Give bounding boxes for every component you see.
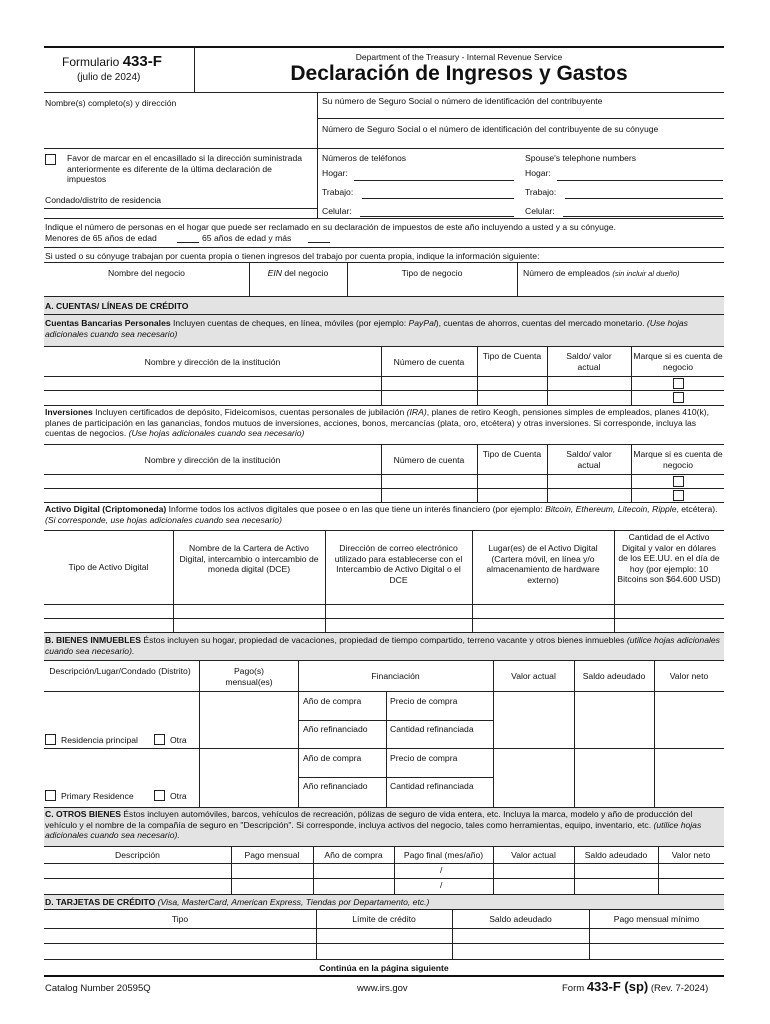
purchase-price-label: Precio de compra [390, 696, 458, 706]
inv-business-checkbox[interactable] [673, 476, 684, 487]
cards-col-type: Tipo [171, 914, 189, 924]
section-b-text: B. BIENES INMUEBLES Éstos incluyen su hogar, propiedad de vacaciones, propiedad de tiempo compartido, terreno vacante y otros bienes inmuebles (utilice hojas adicionales cuando sea necesario). [45, 635, 720, 656]
other-residence-checkbox[interactable] [154, 790, 165, 801]
realestate-col-payment: Pago(s) mensual(es) [225, 666, 273, 687]
over65-field[interactable] [308, 242, 330, 243]
self-employment-text: Si usted o su cónyuge trabajan por cuenta propia o tienen ingresos del trabajo por cuenta propia, indique la información siguiente: [45, 251, 540, 261]
spouse-ssn-label: Número de Seguro Social o el número de identificación del contribuyente de su cónyuge [322, 124, 659, 134]
other-col-net: Valor neto [671, 850, 711, 860]
realestate-col-desc: Descripción/Lugar/Condado (Distrito) [49, 666, 191, 676]
section-a-title: A. CUENTAS/ LÍNEAS DE CRÉDITO [45, 301, 189, 311]
section-d-title: D. TARJETAS DE CRÉDITO (Visa, MasterCard, American Express, Tiendas por Departamento, etc.) [45, 897, 430, 907]
spouse-cell-label: Celular: [525, 206, 555, 216]
other-col-value: Valor actual [511, 850, 556, 860]
continue-note: Continúa en la página siguiente [319, 963, 449, 973]
spouse-phones-title: Spouse's telephone numbers [525, 153, 637, 163]
refinance-amount-label: Cantidad refinanciada [390, 724, 474, 734]
bank-col-business: Marque si es cuenta de negocio [633, 351, 723, 372]
business-type-label: Tipo de negocio [401, 268, 463, 278]
under65-field[interactable] [177, 242, 199, 243]
county-label: Condado/distrito de residencia [45, 195, 162, 205]
refinance-amount-label: Cantidad refinanciada [390, 781, 474, 791]
other-col-payment: Pago mensual [244, 850, 300, 860]
digital-col-amount: Cantidad de el Activo Digital y valor en dólares de los EE.UU. en el día de hoy (por ejemplo: 10 Bitcoins son $64.600 USD) [617, 532, 721, 584]
other-col-desc: Descripción [115, 850, 160, 860]
irs-website: www.irs.gov [357, 983, 408, 994]
address-changed-label: Favor de marcar en el encasillado si la dirección suministrada anteriormente es diferente de la última declaración de impuestos [67, 153, 303, 184]
inv-col-type: Tipo de Cuenta [482, 449, 542, 459]
bank-business-checkbox[interactable] [673, 392, 684, 403]
primary-residence-checkbox[interactable] [45, 790, 56, 801]
realestate-col-balance: Saldo adeudado [582, 671, 646, 681]
other-col-year: Año de compra [324, 850, 383, 860]
cards-col-balance: Saldo adeudado [489, 914, 552, 924]
refinance-year-label: Año refinanciado [303, 724, 368, 734]
bank-col-account: Número de cuenta [393, 357, 465, 367]
under65-label: Menores de 65 años de edad [45, 233, 157, 243]
primary-residence-checkbox[interactable] [45, 734, 56, 745]
name-address-label: Nombre(s) completo(s) y dirección [45, 98, 177, 108]
over65-label: 65 años de edad y más [202, 233, 292, 243]
bank-business-checkbox[interactable] [673, 378, 684, 389]
spouse-work-label: Trabajo: [525, 187, 557, 197]
digital-col-wallet: Nombre de la Cartera de Activo Digital, intercambio o intercambio de moneda digital (DCE) [179, 543, 319, 574]
spouse-cell-field[interactable] [563, 216, 723, 217]
purchase-year-label: Año de compra [303, 753, 362, 763]
spouse-home-field[interactable] [557, 180, 723, 181]
digital-col-email: Dirección de correo electrónico utilizado para establecerse con el Intercambio de Activo Digital o el DCE [334, 543, 463, 585]
realestate-col-value: Valor actual [511, 671, 556, 681]
department: Department of the Treasury - Internal Revenue Service [355, 52, 563, 62]
section-c-text: C. OTROS BIENES Éstos incluyen automóviles, barcos, vehículos de recreación, pólizas de seguro de vida entera, etc. Incluya la marca, modelo y año de producción del vehículo y el nombre de la compañía de seguro en "Descripción". Si corresponde, incluya activos del negocio, tales como herramientas, equipo, inventario, etc. (utilice hojas adicionales cuando sea necesario). [45, 809, 702, 840]
form-footer: Form 433-F (sp) (Rev. 7-2024) [562, 979, 709, 994]
phones-title: Números de teléfonos [322, 153, 407, 163]
final-payment-slash: / [440, 865, 443, 875]
form-title: Declaración de Ingresos y Gastos [290, 62, 628, 85]
other-col-balance: Saldo adeudado [584, 850, 648, 860]
inv-business-checkbox[interactable] [673, 490, 684, 501]
refinance-year-label: Año refinanciado [303, 781, 368, 791]
bank-col-balance: Saldo/ valor actual [566, 351, 612, 372]
primary-residence-label: Primary Residence [61, 791, 134, 801]
purchase-year-label: Año de compra [303, 696, 362, 706]
primary-residence-label: Residencia principal [61, 735, 138, 745]
other-col-final: Pago final (mes/año) [403, 850, 484, 860]
purchase-price-label: Precio de compra [390, 753, 458, 763]
address-changed-checkbox[interactable] [45, 154, 56, 165]
realestate-col-financing: Financiación [371, 671, 420, 681]
other-residence-checkbox[interactable] [154, 734, 165, 745]
cell-phone-label: Celular: [322, 206, 352, 216]
form-date: (julio de 2024) [77, 72, 141, 83]
bank-col-institution: Nombre y dirección de la institución [144, 357, 281, 367]
bank-accounts-text: Cuentas Bancarias Personales Incluyen cuentas de cheques, en línea, móviles (por ejemplo: PayPal), cuentas de ahorros, cuentas del mercado monetario. (Use hojas adicionales cuando sea necesario) [45, 318, 688, 339]
other-residence-label: Otra [170, 735, 187, 745]
employees-label: Número de empleados (sin incluir al dueño) [523, 268, 680, 278]
cards-col-min-payment: Pago mensual mínimo [613, 914, 700, 924]
home-phone-label: Hogar: [322, 168, 348, 178]
digital-assets-text: Activo Digital (Criptomoneda) Informe todos los activos digitales que posee o en las que tiene un interés financiero (por ejemplo: Bitcoin, Ethereum, Litecoin, Ripple, etcétera). (Si corresponde, use hojas adicionales cuando sea necesario) [45, 504, 718, 525]
cards-col-limit: Límite de crédito [352, 914, 416, 924]
inv-col-balance: Saldo/ valor actual [566, 449, 612, 470]
home-phone-field[interactable] [354, 180, 514, 181]
digital-col-location: Lugar(es) de el Activo Digital (Cartera móvil, en línea y/o almacenamiento de hardware externo) [486, 543, 600, 585]
bank-col-type: Tipo de Cuenta [482, 351, 542, 361]
spouse-work-field[interactable] [565, 198, 723, 199]
digital-col-type: Tipo de Activo Digital [68, 562, 149, 572]
business-name-label: Nombre del negocio [108, 268, 185, 278]
work-phone-field[interactable] [362, 198, 514, 199]
inv-col-institution: Nombre y dirección de la institución [144, 455, 281, 465]
household-text: Indique el número de personas en el hogar que puede ser reclamado en su declaración de impuestos de este año incluyendo a usted y a su cónyuge. [45, 222, 616, 232]
cell-phone-field[interactable] [360, 216, 514, 217]
investments-text: Inversiones Incluyen certificados de depósito, Fideicomisos, cuentas personales de jubilación (IRA), planes de retiro Keogh, pensiones simples de empleados, planes 410(k), planes de participación en las ganancias, fondos mutuos de inversiones, acciones, bonos, mercancías (plata, oro, etcétera) y otras inversiones. Si corresponde, incluya las cuentas de negocios. (Use hojas adicionales cuando sea necesario) [45, 407, 710, 438]
spouse-home-label: Hogar: [525, 168, 551, 178]
other-residence-label: Otra [170, 791, 187, 801]
realestate-col-net: Valor neto [669, 671, 709, 681]
ein-label: EIN del negocio [267, 268, 329, 278]
inv-col-business: Marque si es cuenta de negocio [633, 449, 723, 470]
catalog-number: Catalog Number 20595Q [45, 983, 151, 994]
work-phone-label: Trabajo: [322, 187, 354, 197]
final-payment-slash: / [440, 880, 443, 890]
form-label: Formulario 433-F [62, 53, 162, 70]
inv-col-account: Número de cuenta [393, 455, 465, 465]
ssn-label: Su número de Seguro Social o número de identificación del contribuyente [322, 96, 603, 106]
